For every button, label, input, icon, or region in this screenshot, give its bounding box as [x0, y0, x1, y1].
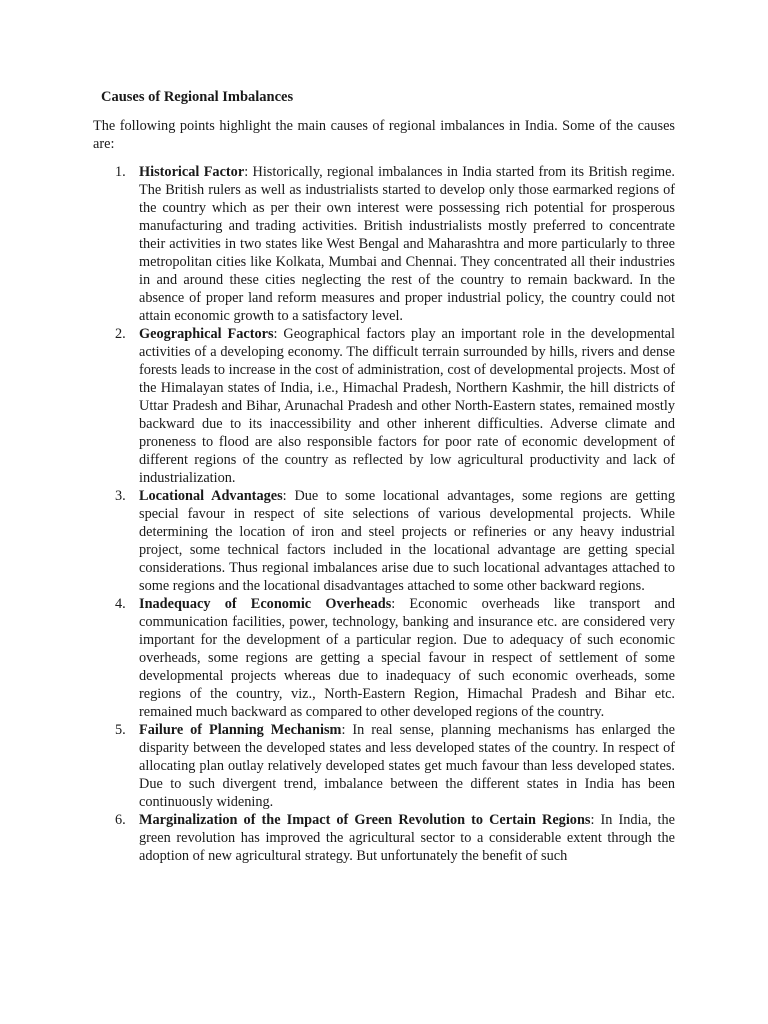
- list-item: [115, 721, 675, 811]
- list-item: [115, 811, 675, 865]
- intro-paragraph: The following points highlight the main causes of regional imbalances in India. Some of the causes are:: [93, 118, 675, 152]
- list-item-text: : Historically, regional imbalances in India started from its British regime. The British rulers as well as industrialists started to develop only those earmarked regions of the country which as per their own interest were possessing rich potential for prosperous manufacturing and trading activities. British industrialists mostly preferred to concentrate their activities in two states like West Bengal and Maharashtra and more particularly to three metropolitan cities like Kolkata, Mumbai and Chennai. They concentrated all their industries in and around these cities neglecting the rest of the country to remain backward. In the absence of proper land reform measures and proper industrial policy, the country could not attain economic growth to a satisfactory level.: [139, 164, 675, 324]
- list-item-text: : In real sense, planning mechanisms has enlarged the disparity between the developed states and less developed states of the country. In respect of allocating plan outlay relatively developed states get much favour than less developed states. Due to such divergent trend, imbalance between the different states in India has been continuously widening.: [139, 722, 675, 810]
- list-item-title: Marginalization of the Impact of Green Revolution to Certain Regions: [139, 812, 591, 828]
- list-item: [115, 595, 675, 721]
- list-item-number: 2.: [115, 326, 126, 342]
- list-item-text: : Due to some locational advantages, some regions are getting special favour in respect of site selections of various developmental projects. While determining the location of iron and steel projects or refineries or any heavy industrial project, some technical factors included in the locational advantage are getting special considerations. Thus regional imbalances arise due to such locational advantages attached to some regions and the locational disadvantages attached to some other backward regions.: [139, 488, 675, 594]
- list-item: [115, 325, 676, 487]
- list-item-text: : Geographical factors play an important role in the developmental activities of a developing economy. The difficult terrain surrounded by hills, rivers and dense forests leads to increase in the cost of administration, cost of developmental projects. Most of the Himalayan states of India, i.e., Himachal Pradesh, Northern Kashmir, the hill districts of Uttar Pradesh and Bihar, Arunachal Pradesh and other North-Eastern states, remained mostly backward due to its inaccessibility and other inherent difficulties. Adverse climate and proneness to flood are also responsible factors for poor rate of economic development of different regions of the country as reflected by low agricultural productivity and lack of industrialization.: [139, 326, 676, 486]
- list-item-number: 1.: [115, 164, 126, 180]
- list-item: [115, 163, 675, 325]
- list-item-title: Locational Advantages: [139, 488, 283, 504]
- causes-list: [115, 163, 676, 865]
- list-item-number: 6.: [115, 812, 126, 828]
- list-item-text: : In India, the green revolution has improved the agricultural sector to a considerable extent through the adoption of new agricultural strategy. But unfortunately the benefit of such: [139, 812, 675, 864]
- list-item-title: Failure of Planning Mechanism: [139, 722, 342, 738]
- list-item-text: : Economic overheads like transport and communication facilities, power, technology, banking and insurance etc. are considered very important for the development of a particular region. Due to adequacy of such economic overheads, some regions are getting a special favour in respect of settlement of some developmental projects whereas due to inadequacy of such economic overheads, some regions of the country, viz., North-Eastern Region, Himachal Pradesh and Bihar etc. remained much backward as compared to other developed regions of the country.: [139, 596, 675, 720]
- list-item-title: Historical Factor: [139, 164, 245, 180]
- list-item-number: 5.: [115, 722, 126, 738]
- list-item-title: Geographical Factors: [139, 326, 274, 342]
- page-title: Causes of Regional Imbalances: [101, 89, 294, 105]
- list-item-number: 4.: [115, 596, 126, 612]
- list-item-number: 3.: [115, 488, 126, 504]
- list-item: [115, 487, 675, 595]
- list-item-title: Inadequacy of Economic Overheads: [139, 596, 392, 612]
